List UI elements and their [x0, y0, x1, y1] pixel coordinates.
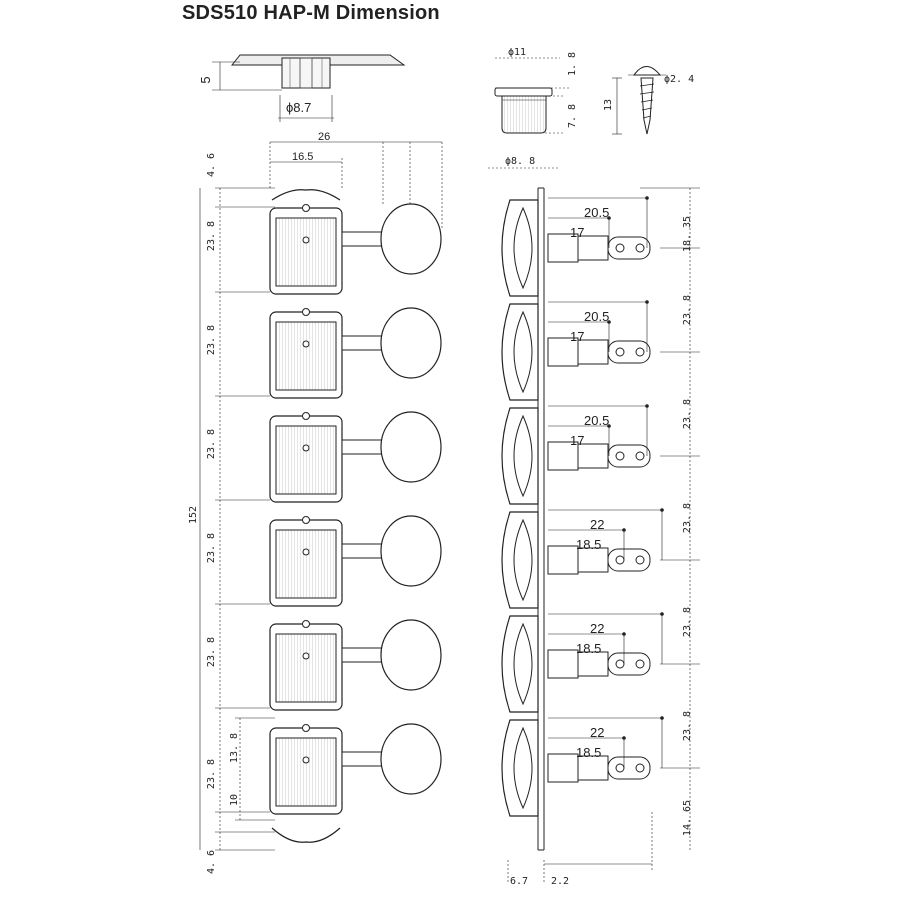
post-outer-label: 20.5 — [584, 413, 610, 428]
label-bottom-margin: 4. 6 — [206, 849, 217, 875]
side-post-hole — [636, 764, 644, 772]
tuner-key-button — [381, 412, 441, 482]
label-total-width: 26 — [318, 131, 331, 143]
spacing-label: 18. 35 — [682, 215, 693, 253]
label-screw-head: ϕ2. 4 — [664, 74, 695, 85]
dim-dot — [622, 632, 626, 636]
label-button-offset: 6.7 — [510, 876, 529, 887]
spacing-label: 23. 8 — [682, 710, 693, 742]
label-base-height: 5 — [198, 76, 213, 84]
label-bushing-height: 7. 8 — [567, 103, 578, 129]
screw-hole — [303, 309, 310, 316]
side-post-hole — [636, 348, 644, 356]
post-outer-label: 22 — [590, 725, 605, 740]
screw-hole — [303, 413, 310, 420]
plate-top-curve — [272, 190, 340, 200]
label-total-length: 152 — [188, 505, 199, 525]
rivet — [303, 549, 309, 555]
tuner-front — [215, 190, 441, 294]
dim-dot — [645, 404, 649, 408]
post-inner-label: 17 — [570, 225, 585, 240]
label-top-margin: 4. 6 — [206, 152, 217, 178]
spacing-label: 23. 8 — [206, 428, 217, 460]
tuner-key-button — [381, 308, 441, 378]
tuner-cover — [276, 218, 336, 286]
diagram-title: SDS510 HAP-M Dimension — [182, 2, 440, 24]
label-last-upper: 13. 8 — [229, 732, 240, 764]
screw-hole — [303, 725, 310, 732]
plate-bottom-curve — [272, 828, 340, 842]
side-post-hole — [636, 452, 644, 460]
side-gear-housing — [548, 650, 578, 678]
tuner-key-button — [381, 516, 441, 586]
post-outer-label: 22 — [590, 517, 605, 532]
spacing-label: 23. 8 — [206, 758, 217, 790]
tuner-shaft — [342, 648, 382, 662]
bushing-view — [488, 58, 570, 168]
tuner-cover — [276, 634, 336, 702]
tuner-front — [215, 724, 441, 842]
side-post-hole — [616, 244, 624, 252]
screw-view — [612, 67, 666, 135]
post-inner-label: 17 — [570, 433, 585, 448]
dim-dot — [622, 528, 626, 532]
spacing-label: 23. 8 — [206, 220, 217, 252]
tuner-cover — [276, 426, 336, 494]
side-post-hole — [616, 452, 624, 460]
spacing-label: 23. 8 — [206, 532, 217, 564]
label-cap-diameter: ϕ11 — [508, 47, 527, 58]
side-bottom-dimensions — [508, 812, 652, 884]
spacing-label: 23. 8 — [682, 606, 693, 638]
tuner-front — [215, 620, 441, 710]
post-inner-label: 17 — [570, 329, 585, 344]
tuner-cover — [276, 530, 336, 598]
screw-hole — [303, 621, 310, 628]
side-post-hole — [616, 556, 624, 564]
dim-dot — [645, 300, 649, 304]
right-spacing-labels — [682, 216, 693, 836]
side-post-hole — [636, 660, 644, 668]
side-view-backplate — [538, 188, 700, 850]
side-gear-housing — [548, 754, 578, 782]
tuner-shaft — [342, 336, 382, 350]
dim-dot — [660, 508, 664, 512]
tuner-key-button — [381, 724, 441, 794]
tuner-front — [215, 308, 441, 398]
post-inner-label: 18.5 — [576, 745, 602, 760]
label-cap-thickness: 1. 8 — [567, 51, 578, 77]
side-post-hole — [616, 660, 624, 668]
side-view-tuners — [502, 196, 700, 816]
tuner-shaft — [342, 232, 382, 246]
rivet — [303, 757, 309, 763]
spacing-label: 23. 8 — [206, 324, 217, 356]
label-bushing-diameter: ϕ8.7 — [286, 100, 312, 115]
screw-hole — [303, 205, 310, 212]
rivet — [303, 445, 309, 451]
dim-dot — [660, 716, 664, 720]
spacing-label: 23. 8 — [682, 502, 693, 534]
post-inner-label: 18.5 — [576, 537, 602, 552]
side-post-hole — [616, 348, 624, 356]
tuner-front — [215, 412, 441, 502]
label-plate-offset: 2.2 — [551, 876, 570, 887]
left-spacing-labels — [206, 221, 217, 789]
post-outer-label: 22 — [590, 621, 605, 636]
rivet — [303, 341, 309, 347]
label-plate-width: 16.5 — [292, 151, 314, 163]
tuner-front — [215, 516, 441, 606]
rivet — [303, 237, 309, 243]
tuner-cover — [276, 738, 336, 806]
dim-dot — [645, 196, 649, 200]
spacing-label: 23. 8 — [682, 398, 693, 430]
spacing-label: 23. 8 — [206, 636, 217, 668]
post-outer-label: 20.5 — [584, 205, 610, 220]
screw-hole — [303, 517, 310, 524]
spacing-label: 14. 65 — [682, 799, 693, 837]
label-last-lower: 10 — [229, 793, 240, 807]
post-outer-label: 20.5 — [584, 309, 610, 324]
side-post-hole — [636, 244, 644, 252]
tuner-key-button — [381, 204, 441, 274]
dim-dot — [622, 736, 626, 740]
spacing-label: 23. 8 — [682, 294, 693, 326]
tuner-shaft — [342, 544, 382, 558]
dim-dot — [660, 612, 664, 616]
side-gear-housing — [548, 546, 578, 574]
tuner-shaft — [342, 752, 382, 766]
side-post-hole — [616, 764, 624, 772]
label-screw-length: 13 — [603, 98, 614, 112]
front-view-tuners — [215, 190, 441, 843]
tuner-cover — [276, 322, 336, 390]
label-bushing-outer: ϕ8. 8 — [505, 156, 536, 167]
tuner-shaft — [342, 440, 382, 454]
side-post-hole — [636, 556, 644, 564]
post-inner-label: 18.5 — [576, 641, 602, 656]
rivet — [303, 653, 309, 659]
tuner-key-button — [381, 620, 441, 690]
